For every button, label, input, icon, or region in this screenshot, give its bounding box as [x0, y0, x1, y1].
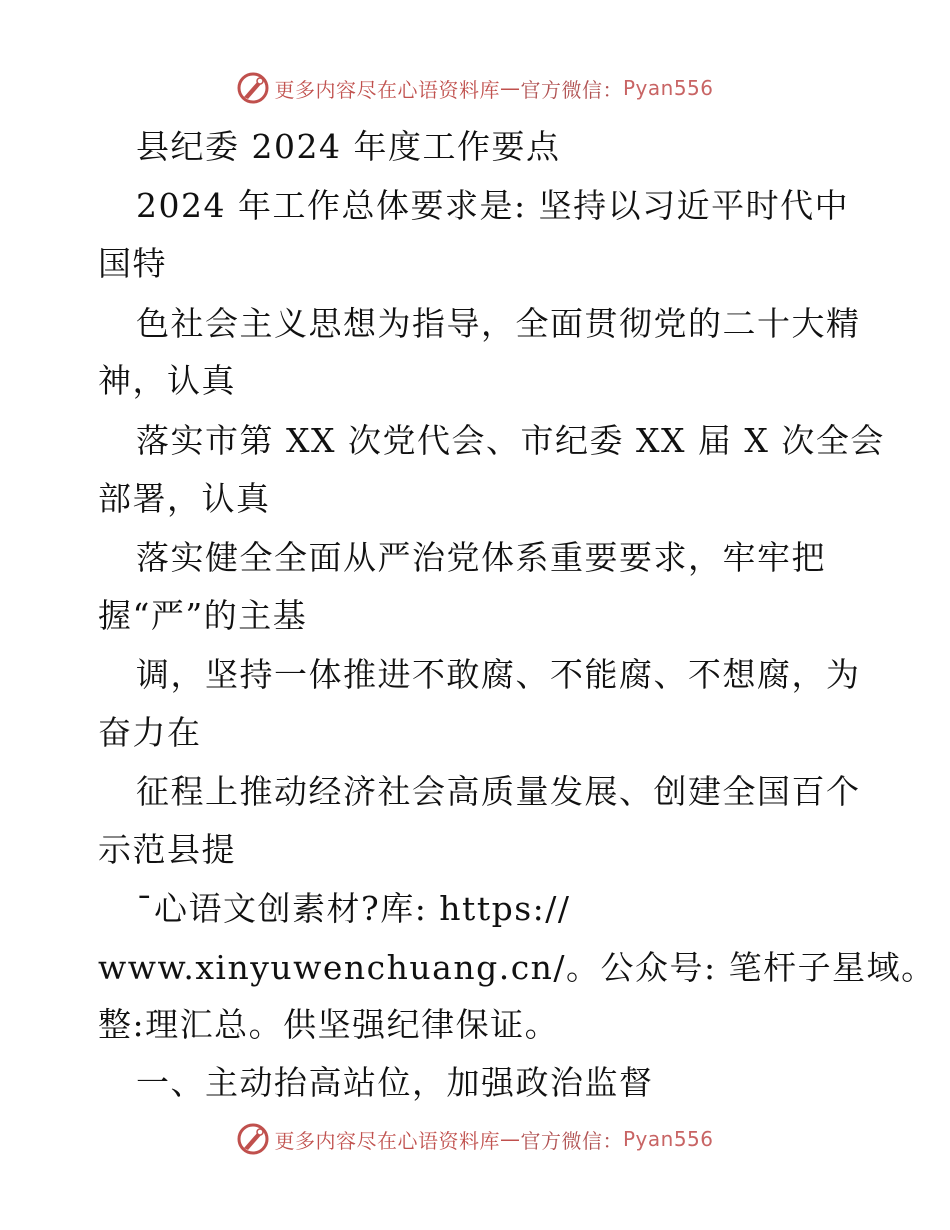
paragraph-line: 落实市第 XX 次党代会、市纪委 XX 届 X 次全会	[136, 421, 885, 460]
banner-main-text: 更多内容尽在心语资料库	[274, 1128, 500, 1153]
banner-wechat-id: Pyan556	[622, 1127, 714, 1151]
paragraph-line: 整:理汇总。供坚强纪律保证。	[98, 1005, 560, 1044]
paragraph-line: 征程上推动经济社会高质量发展、创建全国百个	[136, 772, 861, 811]
bottom-watermark-banner	[0, 1119, 950, 1159]
paragraph-line: 神，认真	[98, 361, 236, 400]
paragraph-line: 部署，认真	[98, 479, 271, 518]
section-heading: 一、主动抬高站位，加强政治监督	[136, 1063, 654, 1102]
banner-dash: —	[499, 76, 521, 100]
paragraph-line: 落实健全全面从严治党体系重要要求，牢牢把	[136, 538, 826, 577]
banner-wechat-label: 官方微信：	[520, 1128, 623, 1153]
paragraph-line: 调，坚持一体推进不敢腐、不能腐、不想腐，为	[136, 655, 861, 694]
pen-logo-icon	[236, 1122, 270, 1156]
paragraph-line: 色社会主义思想为指导，全面贯彻党的二十大精	[136, 304, 861, 343]
banner-wechat-label: 官方微信：	[520, 77, 623, 102]
paragraph-line: www.xinyuwenchuang.cn/。公众号: 笔杆子星域。	[98, 948, 936, 987]
paragraph-line: 握“严”的主基	[98, 596, 308, 635]
document-title: 县纪委 2024 年度工作要点	[136, 127, 561, 166]
paragraph-line: 2024 年工作总体要求是: 坚持以习近平时代中	[136, 186, 850, 225]
paragraph-line: 奋力在	[98, 713, 202, 752]
banner-dash: —	[499, 1127, 521, 1151]
banner-main-text: 更多内容尽在心语资料库	[274, 77, 500, 102]
banner-wechat-id: Pyan556	[622, 76, 714, 100]
paragraph-line: ¯心语文创素材?库: https://	[136, 889, 571, 928]
paragraph-line: 示范县提	[98, 830, 236, 869]
paragraph-line: 国特	[98, 244, 167, 283]
